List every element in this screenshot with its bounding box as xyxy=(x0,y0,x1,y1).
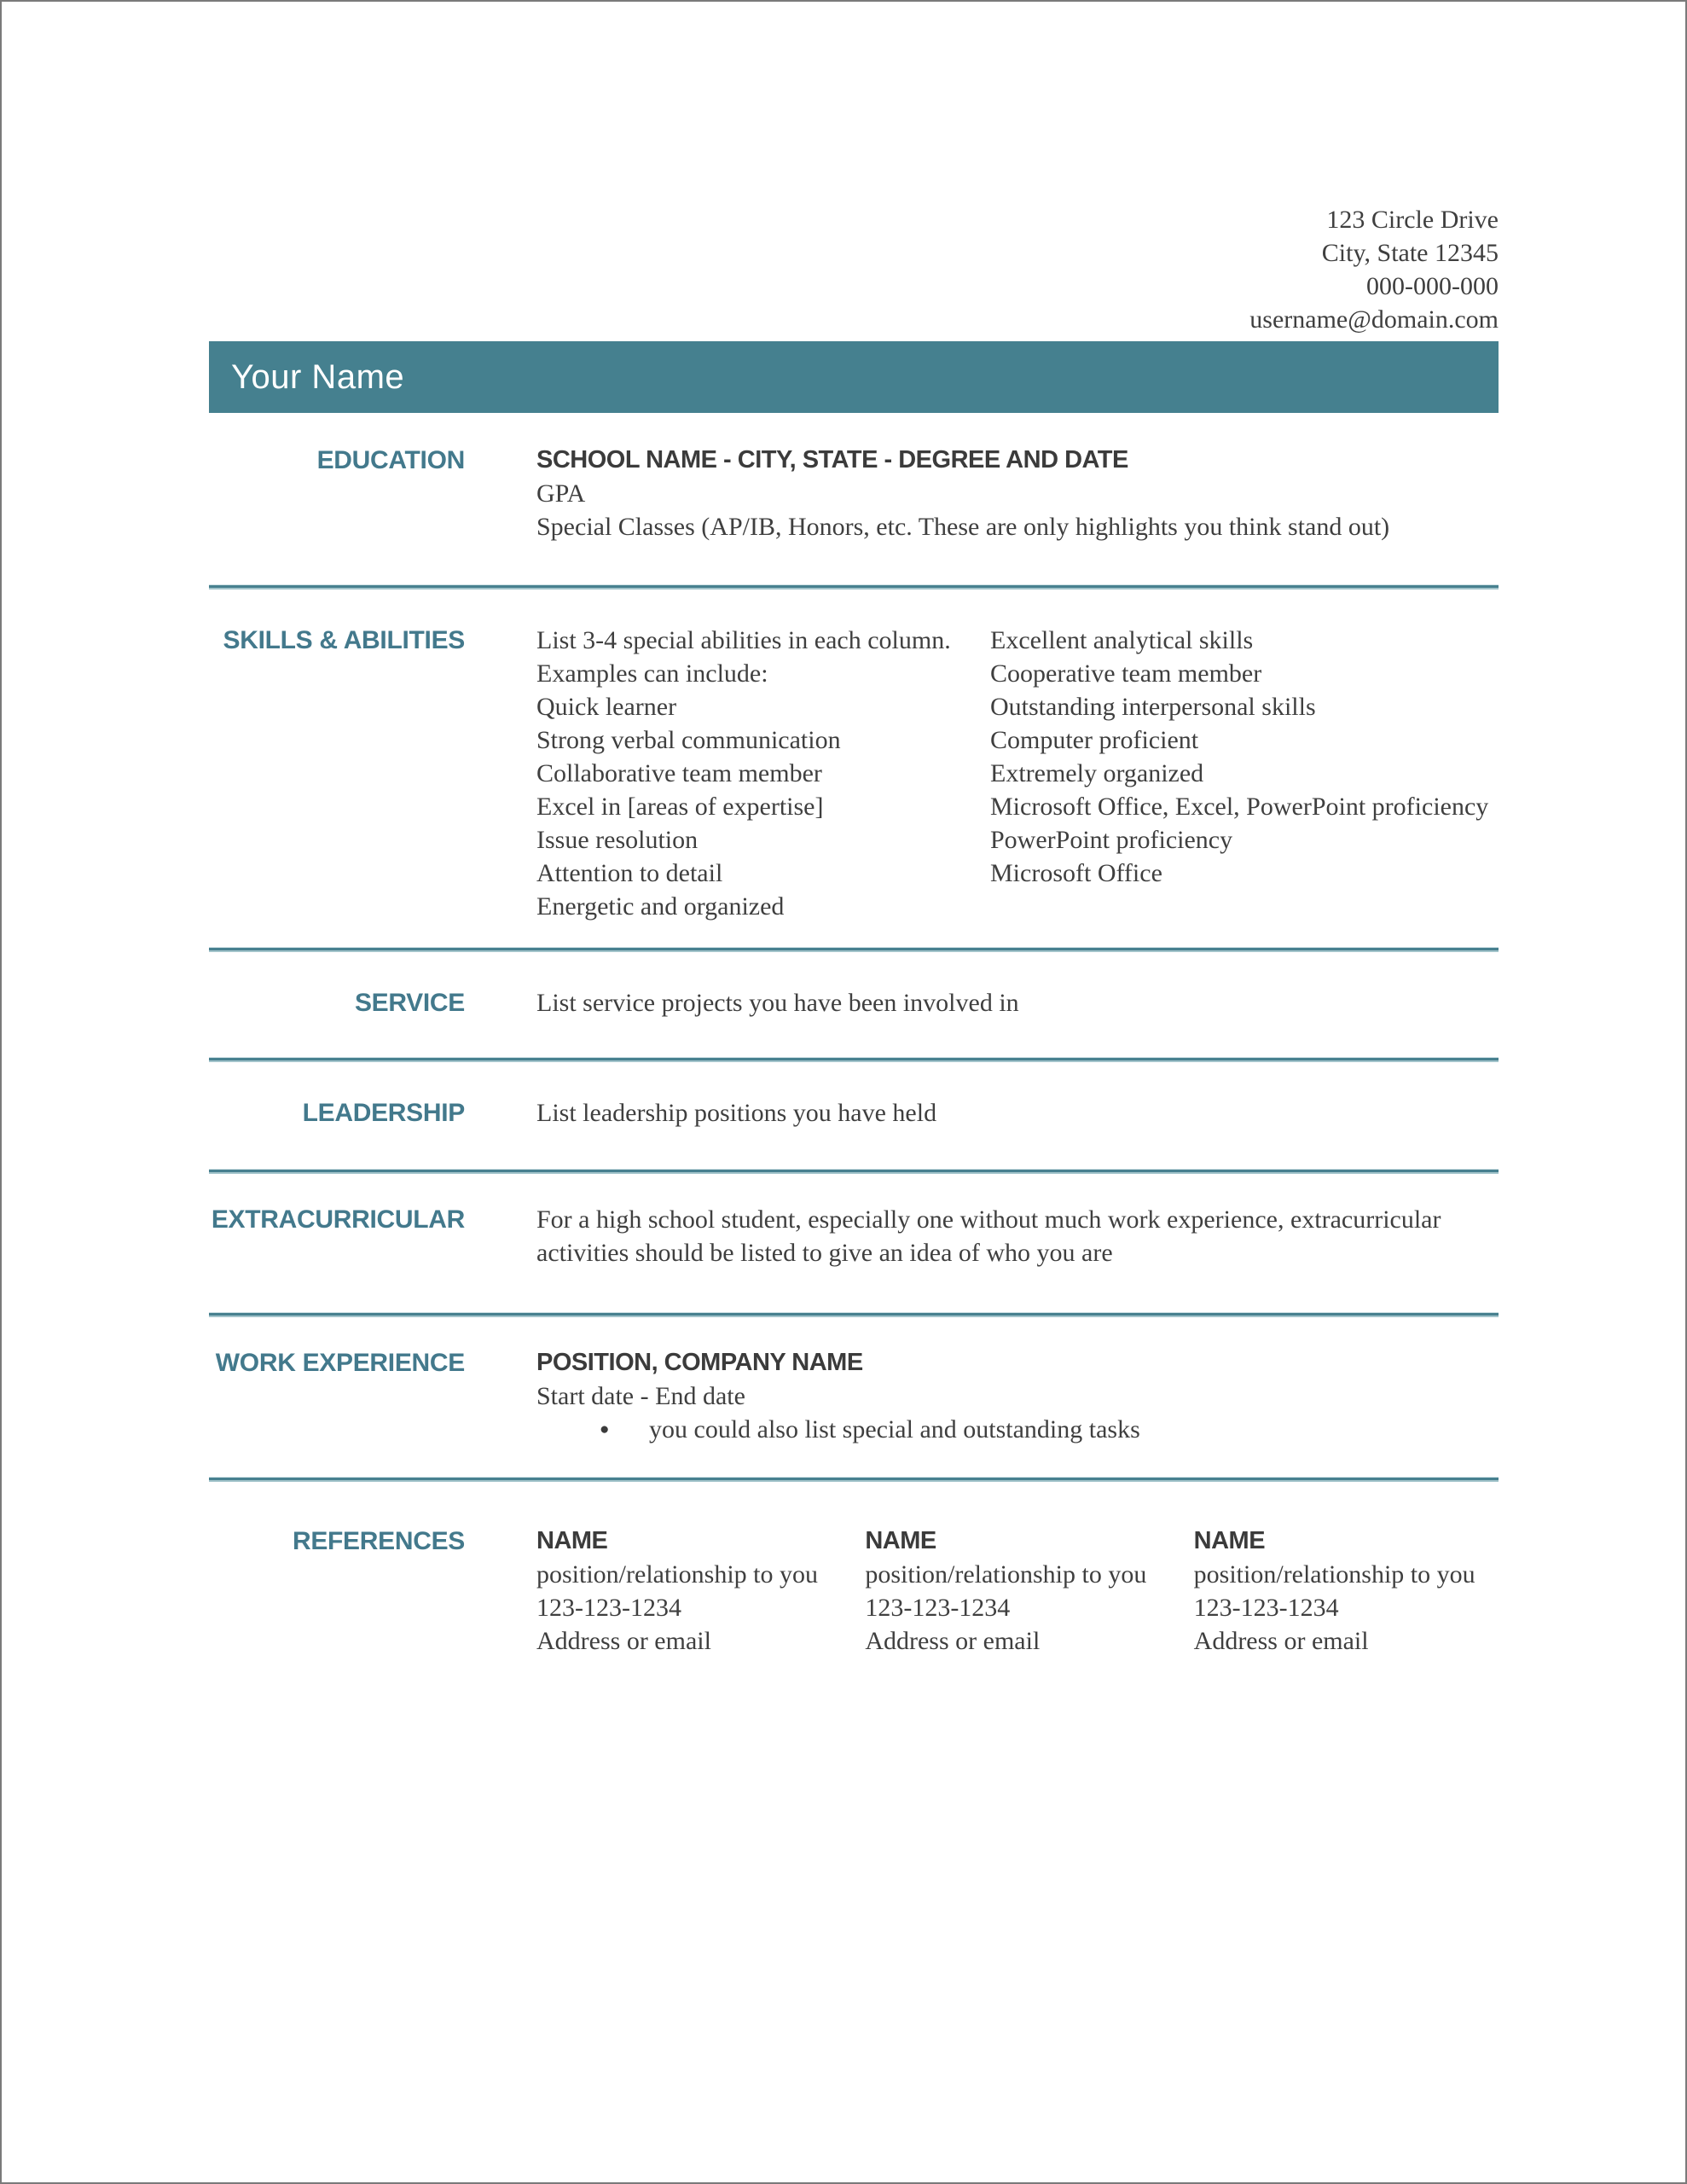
text-line: Attention to detail xyxy=(536,859,723,887)
reference-relationship: position/relationship to you xyxy=(865,1560,1147,1589)
references-columns xyxy=(536,1525,1499,1658)
section-references xyxy=(209,1482,1499,1658)
text-line: Microsoft Office xyxy=(990,859,1162,887)
bullet-icon: ● xyxy=(600,1420,610,1438)
text-line: Energetic and organized xyxy=(536,892,785,921)
text-line: Extremely organized xyxy=(990,759,1204,787)
work-dates: Start date - End date xyxy=(536,1382,745,1410)
reference-name: NAME xyxy=(865,1527,936,1554)
service-text: List service projects you have been involved in xyxy=(536,989,1019,1017)
text-line: 123 Circle Drive xyxy=(1326,206,1499,234)
leadership-text: List leadership positions you have held xyxy=(536,1099,937,1127)
skills-columns xyxy=(536,624,1499,923)
education-lines xyxy=(536,477,1499,543)
reference-phone: 123-123-1234 xyxy=(536,1594,681,1622)
text-line: PowerPoint proficiency xyxy=(990,826,1233,854)
work-bullet-text: you could also list special and outstanding tasks xyxy=(649,1415,1140,1443)
section-service xyxy=(209,952,1499,1057)
text-line: Excellent analytical skills xyxy=(990,626,1254,654)
text-line: City, State 12345 xyxy=(1321,239,1499,267)
section-label-leadership: LEADERSHIP xyxy=(302,1099,465,1127)
page-title: Your Name xyxy=(231,357,405,396)
text-line: 000-000-000 xyxy=(1366,272,1499,300)
section-extracurricular xyxy=(209,1174,1499,1312)
text-line: Examples can include: xyxy=(536,659,768,688)
name-banner xyxy=(209,341,1499,413)
reference-name: NAME xyxy=(1193,1527,1266,1554)
text-line: username@domain.com xyxy=(1249,305,1499,334)
section-label-extracurricular: EXTRACURRICULAR xyxy=(211,1205,465,1234)
section-label-service: SERVICE xyxy=(354,989,465,1017)
reference-contact: Address or email xyxy=(865,1627,1041,1655)
contact-block xyxy=(209,2,1499,336)
extracurricular-text: For a high school student, especially one without much work experience, extracurricular activities should be listed to give an idea of who you are xyxy=(536,1205,1441,1267)
work-bullet-item xyxy=(536,1413,1499,1446)
reference-card xyxy=(1194,1525,1499,1658)
section-label-skills: SKILLS & ABILITIES xyxy=(223,626,465,654)
section-education xyxy=(209,413,1499,584)
text-line: List 3-4 special abilities in each column. xyxy=(536,626,951,654)
text-line: Cooperative team member xyxy=(990,659,1262,688)
text-line: Microsoft Office, Excel, PowerPoint proficiency xyxy=(990,793,1489,821)
section-work-experience xyxy=(209,1317,1499,1477)
text-line: Excel in [areas of expertise] xyxy=(536,793,824,821)
section-label-work-experience: WORK EXPERIENCE xyxy=(215,1349,465,1377)
reference-relationship: position/relationship to you xyxy=(1193,1560,1475,1589)
work-position-heading: POSITION, COMPANY NAME xyxy=(536,1349,863,1376)
text-line: Computer proficient xyxy=(990,726,1199,754)
work-experience-content xyxy=(536,1346,1499,1446)
section-label-references: REFERENCES xyxy=(292,1527,465,1555)
reference-card xyxy=(536,1525,841,1658)
reference-contact: Address or email xyxy=(1193,1627,1369,1655)
reference-relationship: position/relationship to you xyxy=(536,1560,818,1589)
reference-phone: 123-123-1234 xyxy=(865,1594,1011,1622)
text-line: Special Classes (AP/IB, Honors, etc. These are only highlights you think stand out) xyxy=(536,513,1390,541)
skills-column-2 xyxy=(990,624,1499,923)
reference-name: NAME xyxy=(536,1527,608,1554)
text-line: Issue resolution xyxy=(536,826,699,854)
education-content xyxy=(536,444,1499,543)
text-line: Quick learner xyxy=(536,693,677,721)
reference-contact: Address or email xyxy=(536,1627,711,1655)
reference-phone: 123-123-1234 xyxy=(1193,1594,1339,1622)
text-line: Collaborative team member xyxy=(536,759,822,787)
section-skills xyxy=(209,590,1499,947)
reference-card xyxy=(865,1525,1169,1658)
text-line: Outstanding interpersonal skills xyxy=(990,693,1316,721)
content-column xyxy=(209,2,1499,1658)
skills-column-1 xyxy=(536,624,963,923)
section-label-education: EDUCATION xyxy=(316,446,465,474)
text-line: GPA xyxy=(536,479,586,508)
section-leadership xyxy=(209,1062,1499,1169)
text-line: Strong verbal communication xyxy=(536,726,841,754)
education-heading: SCHOOL NAME - CITY, STATE - DEGREE AND DATE xyxy=(536,446,1128,473)
